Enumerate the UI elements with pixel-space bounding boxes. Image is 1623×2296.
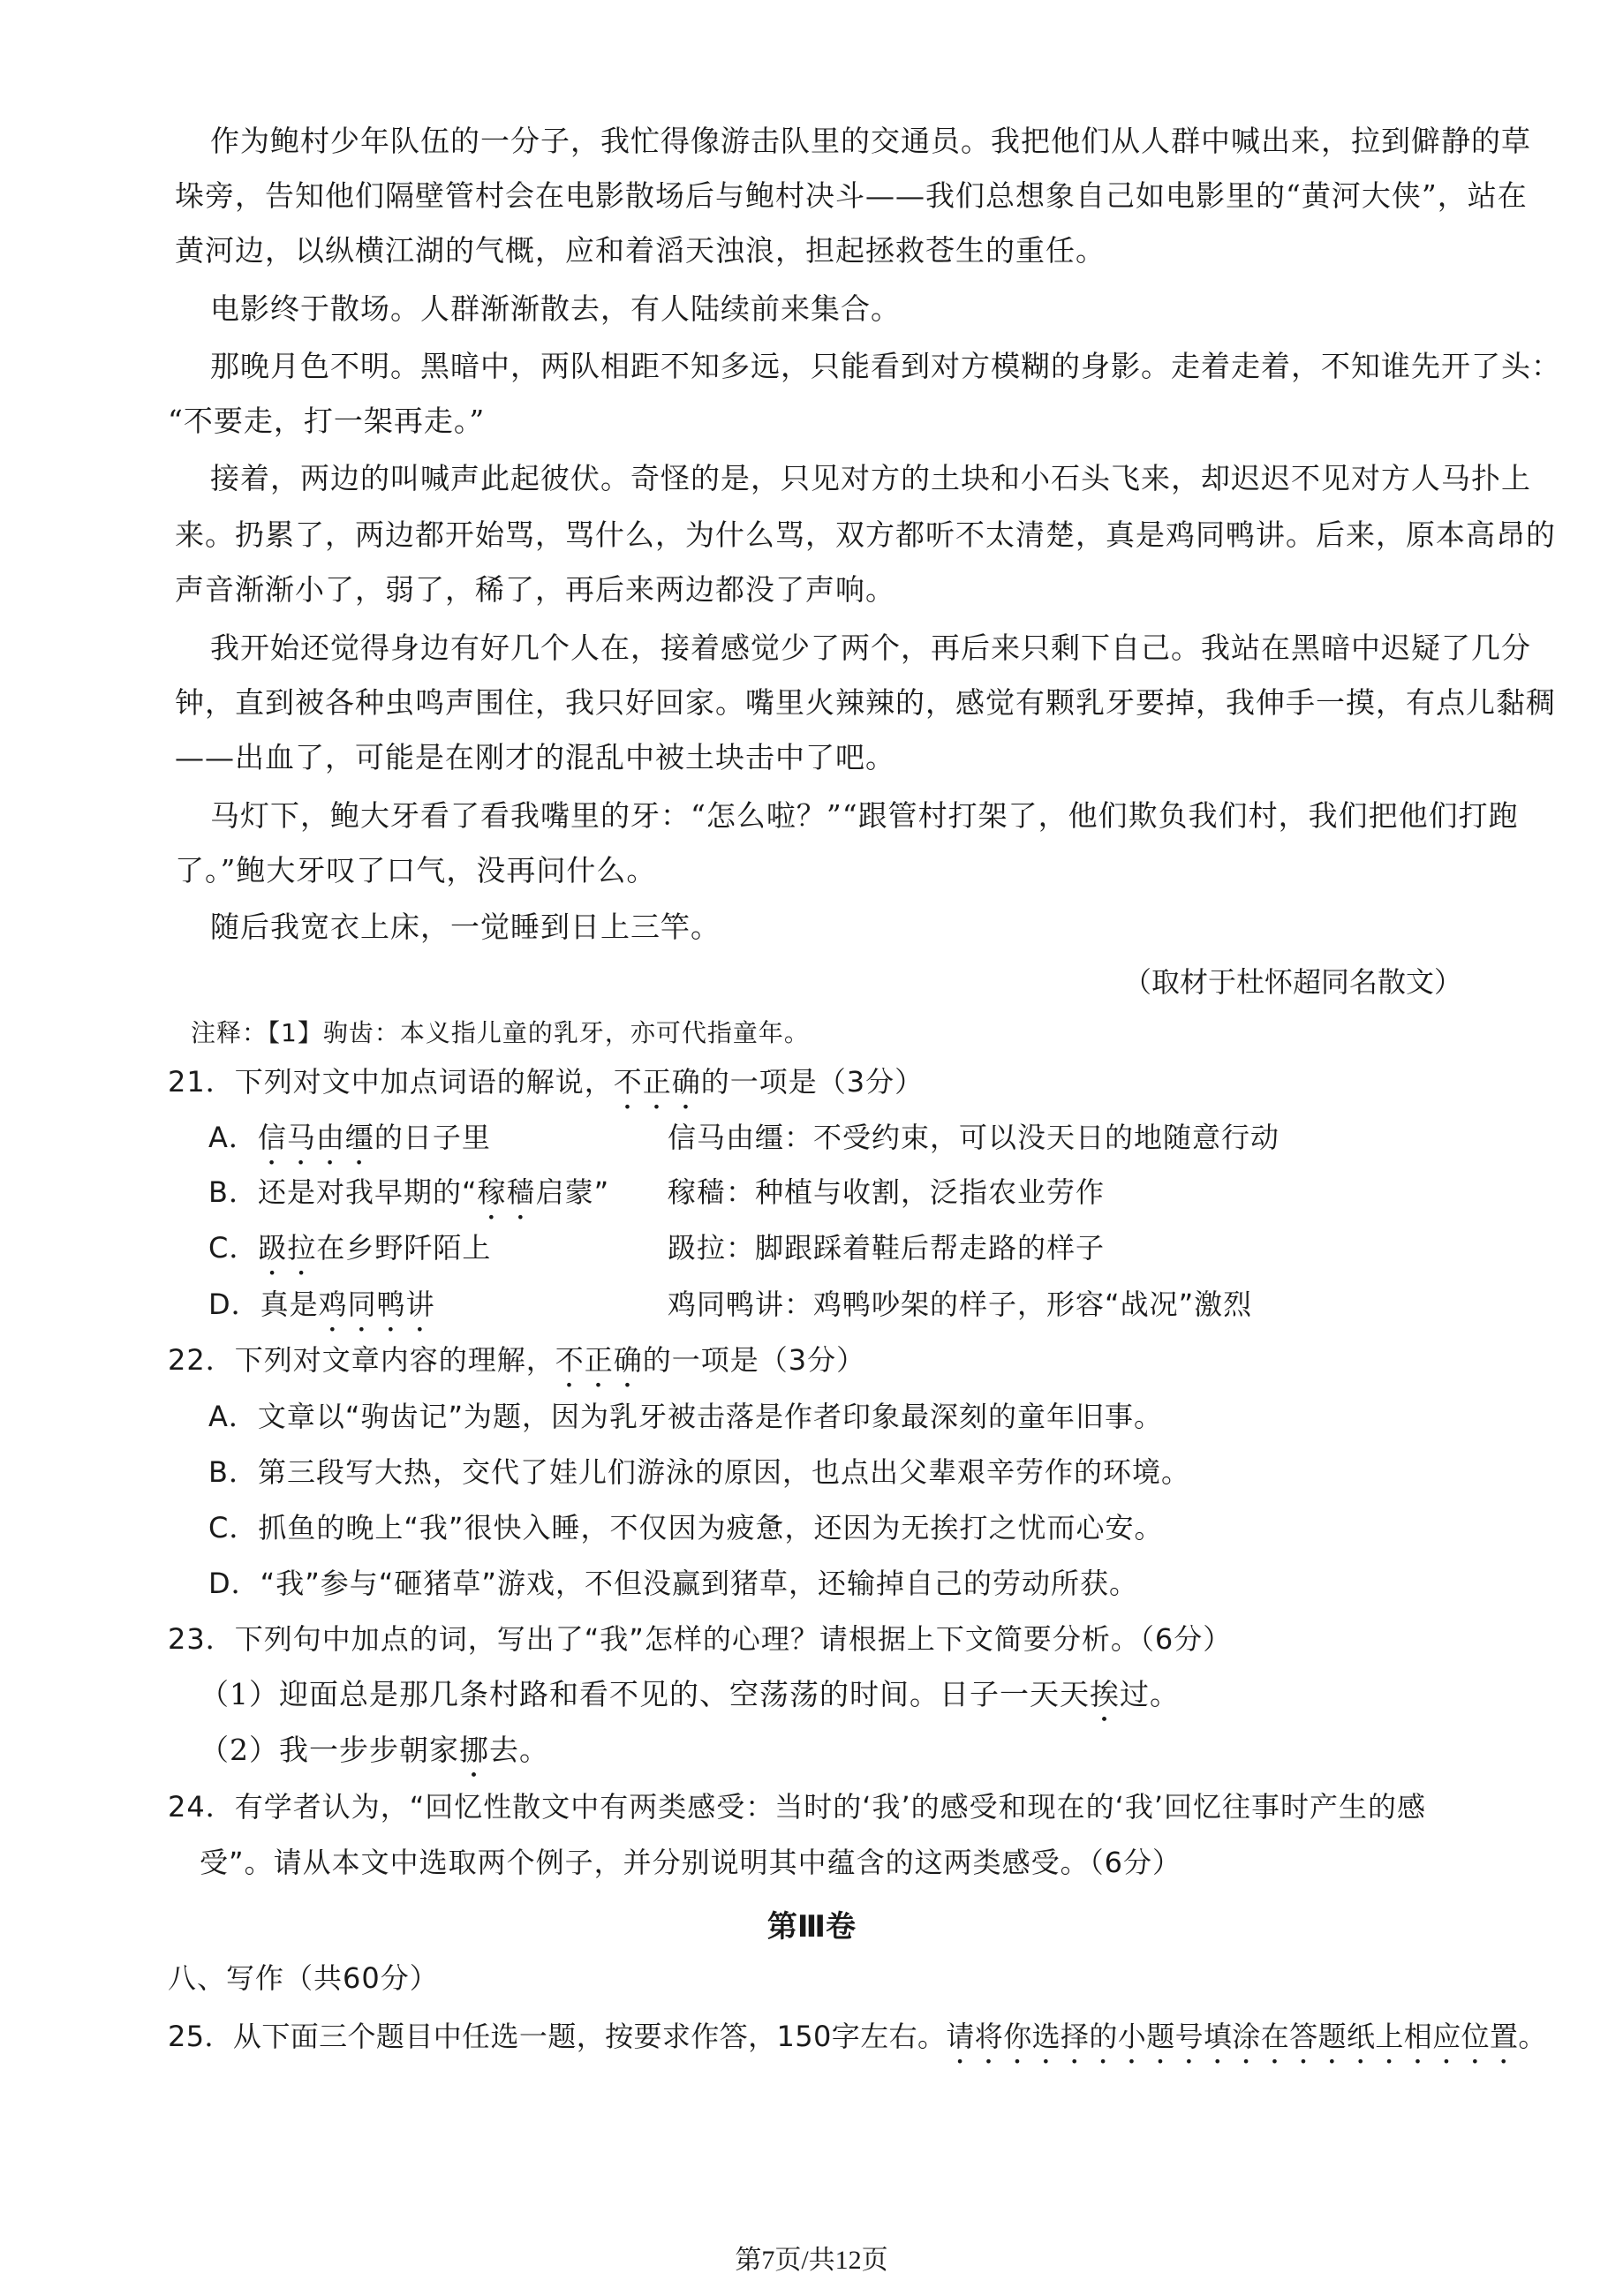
q22-stem: 22．下列对文章内容的理解，不正确的一项是（3分） — [168, 1343, 866, 1377]
q24-line-2: 受”。请从本文中选取两个例子，并分别说明其中蕴含的这两类感受。（6分） — [200, 1846, 1181, 1879]
passage-line-12: ——出血了，可能是在刚才的混乱中被土块击中了吧。 — [175, 740, 895, 774]
q22-option-b: B．第三段写大热，交代了娃儿们游泳的原因，也点出父辈艰辛劳作的环境。 — [208, 1455, 1190, 1489]
q21-option-c-explanation: 趿拉：脚跟踩着鞋后帮走路的样子 — [668, 1231, 1106, 1265]
passage-line-11: 钟，直到被各种虫鸣声围住，我只好回家。嘴里火辣辣的，感觉有颗乳牙要掉，我伸手一摸，有点儿黏稠 — [175, 685, 1556, 720]
q23-item-2: （2）我一步步朝家挪去。 — [200, 1733, 549, 1767]
q21-option-a: A．信马由缰的日子里 — [208, 1121, 491, 1154]
passage-line-9: 声音渐渐小了，弱了，稀了，再后来两边都没了声响。 — [175, 572, 895, 607]
q23-item-1: （1）迎面总是那几条村路和看不见的、空荡荡的时间。日子一天天挨过。 — [200, 1677, 1180, 1711]
passage-line-7: 接着，两边的叫喊声此起彼伏。奇怪的是，只见对方的土块和小石头飞来，却迟迟不见对方人马扑上 — [210, 461, 1531, 495]
passage-line-15: 随后我宽衣上床，一觉睡到日上三竿。 — [210, 910, 721, 944]
passage-line-10: 我开始还觉得身边有好几个人在，接着感觉少了两个，再后来只剩下自己。我站在黑暗中迟疑了几分 — [210, 631, 1531, 665]
q22-option-c: C．抓鱼的晚上“我”很快入睡，不仅因为疲惫，还因为无挨打之忧而心安。 — [208, 1511, 1164, 1545]
footnote: 注释：【1】驹齿：本义指儿童的乳牙，亦可代指童年。 — [191, 1018, 810, 1047]
section-title: 第Ⅲ卷 — [766, 1909, 857, 1945]
passage-line-6: “不要走，打一架再走。” — [168, 404, 486, 438]
writing-heading: 八、写作（共60分） — [168, 1961, 439, 1995]
q21-option-d-explanation: 鸡同鸭讲：鸡鸭吵架的样子，形容“战况”激烈 — [668, 1288, 1253, 1321]
passage-source: （取材于杜怀超同名散文） — [1122, 965, 1462, 999]
page-number: 第7页/共12页 — [735, 2246, 888, 2275]
q22-option-d: D．“我”参与“砸猪草”游戏，不但没赢到猪草，还输掉自己的劳动所获。 — [208, 1567, 1138, 1600]
passage-line-3: 黄河边，以纵横江湖的气概，应和着滔天浊浪，担起拯救苍生的重任。 — [175, 233, 1106, 268]
passage-line-2: 垛旁，告知他们隔壁管村会在电影散场后与鲍村决斗——我们总想象自己如电影里的“黄河大侠”，站在 — [175, 178, 1528, 213]
q21-option-c: C．趿拉在乡野阡陌上 — [208, 1231, 492, 1265]
passage-line-5: 那晚月色不明。黑暗中，两队相距不知多远，只能看到对方模糊的身影。走着走着，不知谁先开了头： — [210, 349, 1561, 383]
q22-option-a: A．文章以“驹齿记”为题，因为乳牙被击落是作者印象最深刻的童年旧事。 — [208, 1400, 1164, 1433]
passage-line-1: 作为鲍村少年队伍的一分子，我忙得像游击队里的交通员。我把他们从人群中喊出来，拉到僻静的草 — [210, 124, 1531, 158]
q21-option-a-explanation: 信马由缰：不受约束，可以没天日的地随意行动 — [668, 1121, 1280, 1154]
passage-line-4: 电影终于散场。人群渐渐散去，有人陆续前来集合。 — [210, 291, 901, 326]
q21-option-b: B．还是对我早期的“稼穑启蒙” — [208, 1175, 610, 1209]
q21-option-d: D．真是鸡同鸭讲 — [208, 1288, 435, 1321]
q21-stem: 21．下列对文中加点词语的解说，不正确的一项是（3分） — [168, 1065, 925, 1099]
q21-option-b-explanation: 稼穑：种植与收割，泛指农业劳作 — [668, 1175, 1106, 1209]
passage-line-14: 了。”鲍大牙叹了口气，没再问什么。 — [175, 853, 657, 887]
passage-line-8: 来。扔累了，两边都开始骂，骂什么，为什么骂，双方都听不太清楚，真是鸡同鸭讲。后来，原本高昂的 — [175, 517, 1556, 552]
q24-line-1: 24．有学者认为，“回忆性散文中有两类感受：当时的‘我’的感受和现在的‘我’回忆往事时产生的感 — [168, 1790, 1426, 1824]
q25-stem: 25．从下面三个题目中任选一题，按要求作答，150字左右。请将你选择的小题号填涂在答题纸上相应位置。 — [168, 2020, 1547, 2053]
q23-stem: 23．下列句中加点的词，写出了“我”怎样的心理？请根据上下文简要分析。（6分） — [168, 1622, 1233, 1656]
passage-line-13: 马灯下，鲍大牙看了看我嘴里的牙：“怎么啦？”“跟管村打架了，他们欺负我们村，我们把他们打跑 — [210, 798, 1519, 833]
